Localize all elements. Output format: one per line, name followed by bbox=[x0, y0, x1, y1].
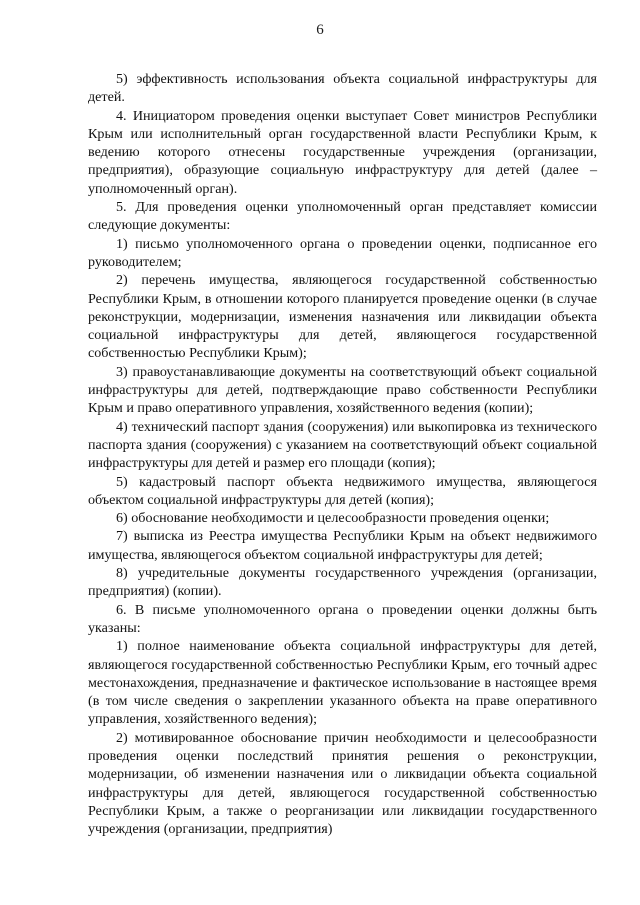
paragraph: 3) правоустанавливающие документы на соответствующий объект социальной инфраструктуры для детей, подтверждающие право собственности Республики Крым и право оперативного управления, хозяйственного ведения (копии); bbox=[88, 363, 597, 417]
paragraph: 8) учредительные документы государственного учреждения (организации, предприятия) (копии). bbox=[88, 565, 597, 600]
paragraph: 1) письмо уполномоченного органа о проведении оценки, подписанное его руководителем; bbox=[88, 235, 597, 270]
paragraph: 2) перечень имущества, являющегося государственной собственностью Республики Крым, в отношении которого планируется проведение оценки (в случае реконструкции, модернизации, изменения назначения или ликвидации объекта социальной инфраструктуры для детей, являющегося государственной собственностью Республики Крым); bbox=[88, 272, 597, 362]
paragraph: 2) мотивированное обоснование причин необходимости и целесообразности проведения оценки последствий принятия решения о реконструкции, модернизации, об изменении назначения или о ликвидации объекта социальной инфраструктуры для детей, являющегося государственной собственностью Республики Крым, а также о реорганизации или ликвидации государственного учреждения (организации, предприятия) bbox=[88, 729, 597, 838]
document-body bbox=[88, 70, 597, 838]
paragraph: 5. Для проведения оценки уполномоченный орган представляет комиссии следующие документы: bbox=[88, 199, 597, 234]
paragraph: 4) технический паспорт здания (сооружения) или выкопировка из технического паспорта здания (сооружения) с указанием на соответствующий объект социальной инфраструктуры для детей и размер его площади (копия); bbox=[88, 418, 597, 472]
paragraph: 6) обоснование необходимости и целесообразности проведения оценки; bbox=[116, 510, 550, 527]
paragraph: 1) полное наименование объекта социальной инфраструктуры для детей, являющегося государственной собственностью Республики Крым, его точный адрес местонахождения, предназначение и фактическое использование в настоящее время (в том числе сведения о закреплении указанного объекта на праве оперативного управления, хозяйственного ведения); bbox=[88, 638, 597, 728]
paragraph: 5) кадастровый паспорт объекта недвижимого имущества, являющегося объектом социальной инфраструктуры для детей (копия); bbox=[88, 473, 597, 508]
paragraph: 5) эффективность использования объекта социальной инфраструктуры для детей. bbox=[88, 71, 597, 106]
paragraph: 7) выписка из Реестра имущества Республики Крым на объект недвижимого имущества, являющегося объектом социальной инфраструктуры для детей; bbox=[88, 528, 597, 563]
page-number: 6 bbox=[316, 22, 324, 38]
paragraph: 4. Инициатором проведения оценки выступает Совет министров Республики Крым или исполнительный орган государственной власти Республики Крым, к ведению которого отнесены государственные учреждения (организации, предприятия), образующие социальную инфраструктуру для детей (далее – уполномоченный орган). bbox=[88, 107, 597, 197]
paragraph: 6. В письме уполномоченного органа о проведении оценки должны быть указаны: bbox=[88, 601, 597, 636]
